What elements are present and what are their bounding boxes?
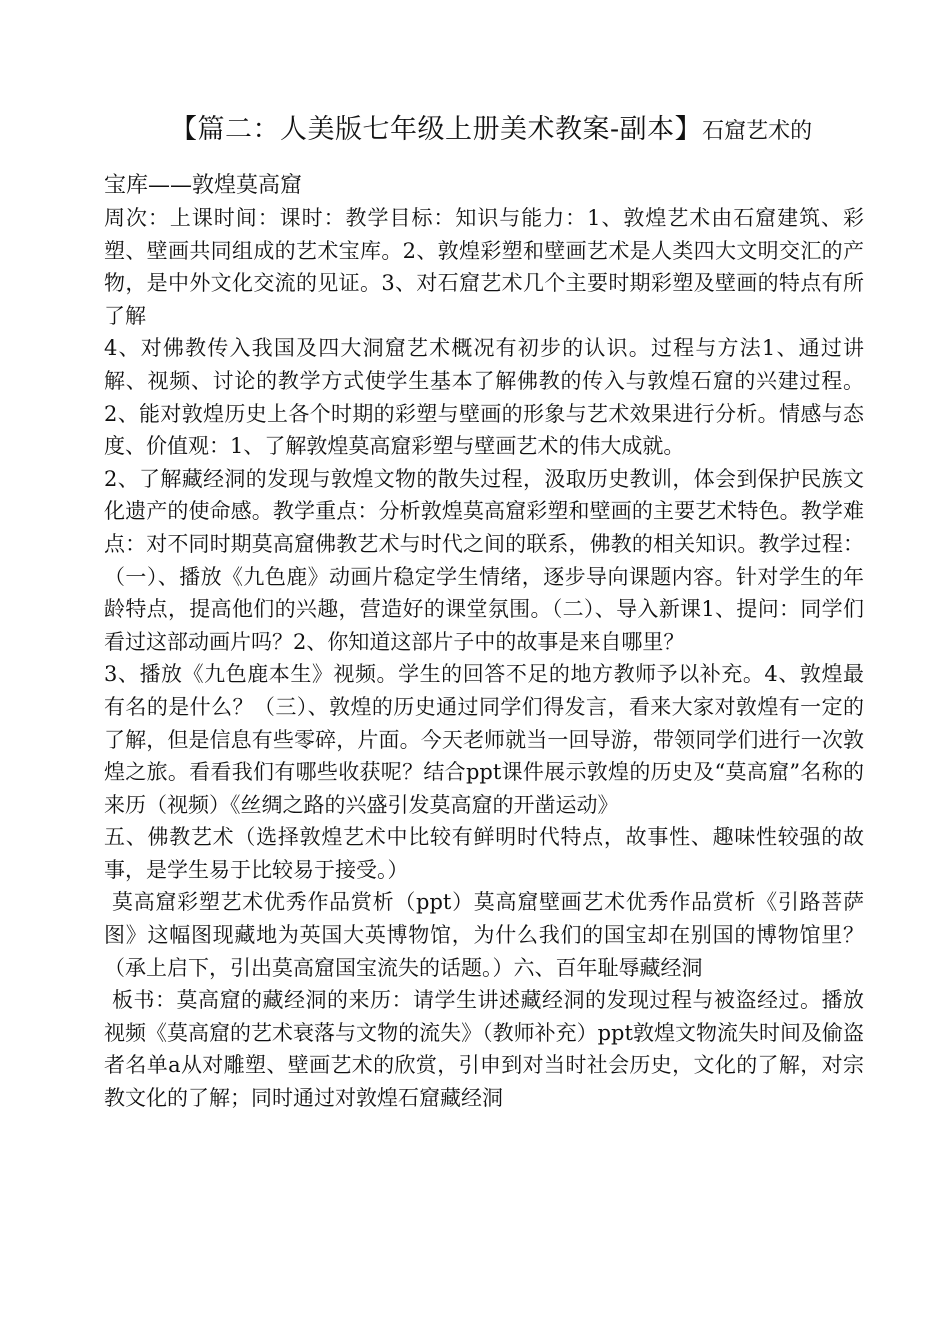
title-main: 【篇二：人美版七年级上册美术教案-副本】	[170, 114, 703, 145]
paragraph-history: 3、播放《九色鹿本生》视频。学生的回答不足的地方教师予以补充。4、敦煌最有名的是什么？（三）、敦煌的历史通过同学们得发言，看来大家对敦煌有一定的了解，但是信息有些零碎，片面。今天老师就当一回导游，带领同学们进行一次敦煌之旅。看看我们有哪些收获呢？结合ppt课件展示敦煌的历史及“莫高窟”名称的来历（视频）《丝绸之路的兴盛引发莫高窟的开凿运动》	[104, 662, 864, 817]
paragraph-buddhist-art: 五、佛教艺术（选择敦煌艺术中比较有鲜明时代特点，故事性、趣味性较强的故事，是学生易于比较易于接受。）	[104, 825, 864, 882]
title-continuation: 石窟艺术的	[702, 119, 813, 144]
document-subtitle: 宝库——敦煌莫高窟	[104, 173, 303, 198]
paragraph-teaching-process: 2、了解藏经洞的发现与敦煌文物的散失过程，汲取历史教训，体会到保护民族文化遗产的使命感。教学重点：分析敦煌莫高窟彩塑和壁画的主要艺术特色。教学难点：对不同时期莫高窟佛教艺术与时代之间的联系，佛教的相关知识。教学过程：（一）、播放《九色鹿》动画片稳定学生情绪，逐步导向课题内容。针对学生的年龄特点，提高他们的兴趣，营造好的课堂氛围。（二）、导入新课1、提问：同学们看过这部动画片吗？2、你知道这部片子中的故事是来自哪里？	[104, 466, 864, 654]
document-body	[104, 202, 864, 1115]
document-title	[170, 112, 812, 151]
paragraph-objectives: 周次：上课时间：课时：教学目标：知识与能力：1、敦煌艺术由石窟建筑、彩塑、壁画共同组成的艺术宝库。2、敦煌彩塑和壁画艺术是人类四大文明交汇的产物，是中外文化交流的见证。3、对石窟艺术几个主要时期彩塑及壁画的特点有所了解	[104, 206, 864, 328]
paragraph-process-methods: 4、对佛教传入我国及四大洞窟艺术概况有初步的认识。过程与方法1、通过讲解、视频、讨论的教学方式使学生基本了解佛教的传入与敦煌石窟的兴建过程。2、能对敦煌历史上各个时期的彩塑与壁画的形象与艺术效果进行分析。情感与态度、价值观：1、了解敦煌莫高窟彩塑与壁画艺术的伟大成就。	[104, 336, 864, 459]
paragraph-blackboard: 板书：莫高窟的藏经洞的来历：请学生讲述藏经洞的发现过程与被盗经过。播放视频《莫高窟的艺术衰落与文物的流失》（教师补充）ppt敦煌文物流失时间及偷盗者名单a从对雕塑、壁画艺术的欣赏，引申到对当时社会历史，文化的了解，对宗教文化的了解；同时通过对敦煌石窟藏经洞	[104, 988, 864, 1111]
paragraph-appreciation: 莫高窟彩塑艺术优秀作品赏析（ppt）莫高窟壁画艺术优秀作品赏析《引路菩萨图》这幅图现藏地为英国大英博物馆，为什么我们的国宝却在别国的博物馆里？（承上启下，引出莫高窟国宝流失的话题。）六、百年耻辱藏经洞	[104, 890, 864, 980]
